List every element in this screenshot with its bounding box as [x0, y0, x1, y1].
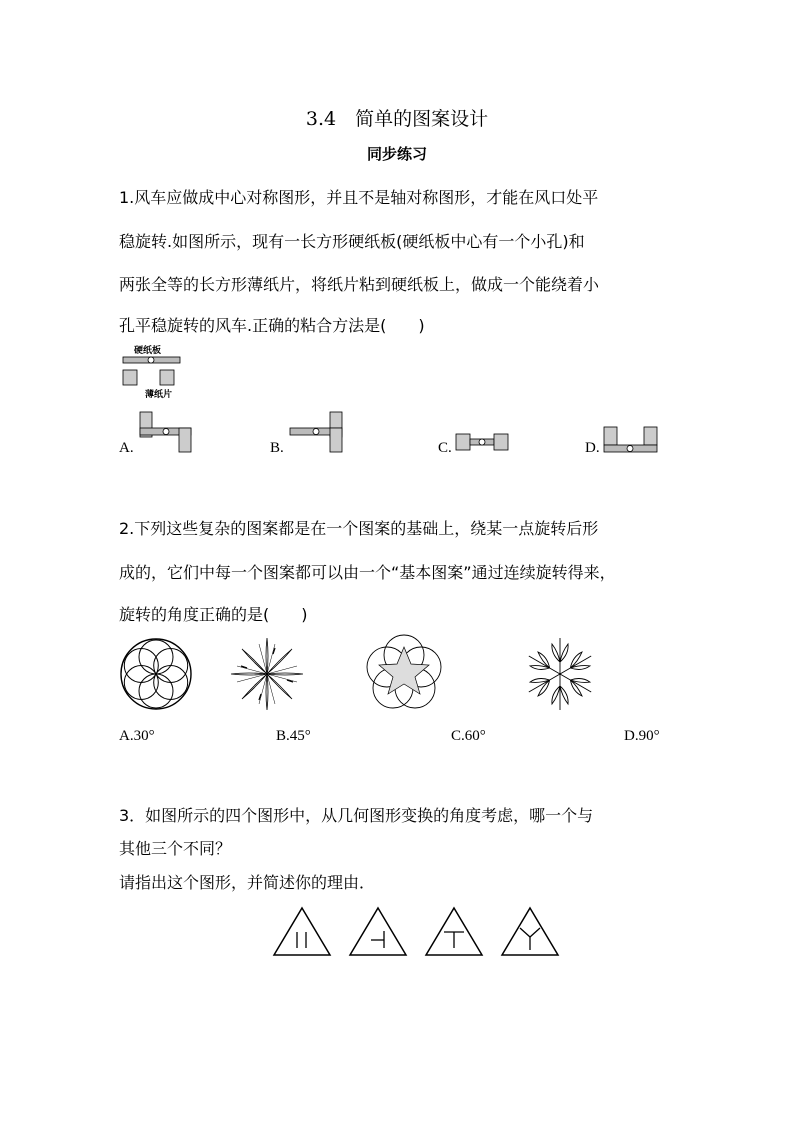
- board-and-paper-figure: [118, 354, 188, 386]
- q2-option-b[interactable]: B.45°: [276, 728, 311, 744]
- q2-pattern-b: [228, 635, 306, 713]
- q3-line-1: 3．如图所示的四个图形中，从几何图形变换的角度考虑，哪一个与: [119, 806, 594, 825]
- q2-option-d[interactable]: D.90°: [624, 728, 660, 744]
- q1-option-a-figure: [139, 411, 195, 454]
- q1-option-a[interactable]: A.: [119, 440, 134, 456]
- q1-option-b[interactable]: B.: [270, 440, 284, 456]
- q1-line-1: 1.风车应做成中心对称图形，并且不是轴对称图形，才能在风口处平: [119, 188, 599, 207]
- q1-option-d[interactable]: D.: [585, 440, 600, 456]
- q3-triangle-4: [499, 906, 561, 958]
- q1-option-d-figure: [603, 426, 659, 454]
- page-title: 3.4 简单的图案设计: [305, 108, 489, 130]
- q1-option-c[interactable]: C.: [438, 440, 452, 456]
- q2-pattern-a: [119, 637, 193, 711]
- q2-line-3: 旋转的角度正确的是( ): [119, 605, 308, 624]
- q2-pattern-c: [363, 632, 445, 714]
- q1-line-2: 稳旋转.如图所示，现有一长方形硬纸板(硬纸板中心有一个小孔)和: [119, 232, 585, 251]
- q3-line-3: 请指出这个图形，并简述你的理由．: [119, 873, 376, 892]
- q2-option-c[interactable]: C.60°: [451, 728, 486, 744]
- q1-line-3: 两张全等的长方形薄纸片，将纸片粘到硬纸板上，做成一个能绕着小: [119, 275, 600, 294]
- q2-line-1: 2.下列这些复杂的图案都是在一个图案的基础上，绕某一点旋转后形: [119, 519, 599, 538]
- q2-line-2: 成的，它们中每一个图案都可以由一个“基本图案”通过连续旋转得来，: [119, 563, 616, 582]
- q1-option-b-figure: [289, 411, 345, 454]
- q1-option-c-figure: [455, 433, 511, 455]
- q3-triangle-2: [347, 906, 409, 958]
- q3-line-2: 其他三个不同？: [119, 839, 232, 858]
- q3-triangle-3: [423, 906, 485, 958]
- paper-label: 薄纸片: [145, 390, 173, 400]
- q1-line-4: 孔平稳旋转的风车.正确的粘合方法是( ): [119, 316, 425, 335]
- board-label: 硬纸板: [134, 346, 162, 356]
- q2-pattern-d: [519, 634, 601, 714]
- page-subtitle: 同步练习: [366, 145, 427, 163]
- q2-option-a[interactable]: A.30°: [119, 728, 155, 744]
- q3-triangle-1: [271, 906, 333, 958]
